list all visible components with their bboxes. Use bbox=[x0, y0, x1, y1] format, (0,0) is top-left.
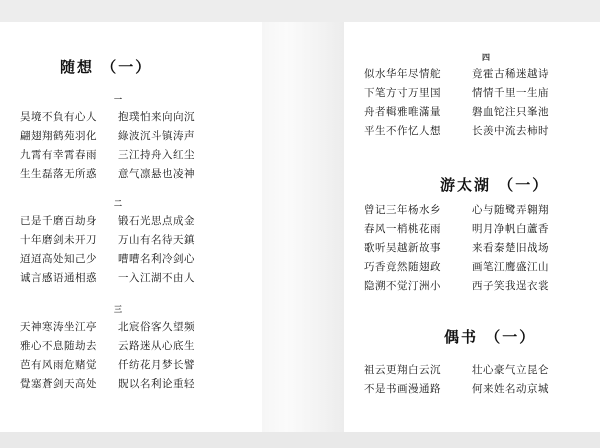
poem-line: 覺塞蒼剑天高处 bbox=[20, 378, 97, 390]
poem-line: 云路迷从心底生 bbox=[118, 340, 195, 352]
poem-line: 雅心不息随劫去 bbox=[20, 340, 97, 352]
poem-line: 天神寒涛坐江亭 bbox=[20, 321, 97, 333]
poem-line: 祖云更翔白云沉 bbox=[364, 364, 441, 376]
top-toolbar-strip bbox=[0, 0, 600, 22]
poem-line: 嘈嘈名利冷剑心 bbox=[118, 253, 195, 265]
poem-line: 一入江湖不由人 bbox=[118, 272, 195, 284]
poem-line: 翩翅翔鹤苑羽化 bbox=[20, 130, 97, 142]
poem-line: 春风一梢桃花雨 bbox=[364, 223, 441, 235]
poem-line: 意气凛悬也凌神 bbox=[118, 168, 195, 180]
bottom-strip bbox=[0, 432, 600, 448]
right-page bbox=[344, 22, 600, 432]
poem-line: 生生磊落无所惑 bbox=[20, 168, 97, 180]
poem-body bbox=[364, 68, 580, 138]
poem-line: 何来姓名动京城 bbox=[472, 383, 549, 395]
poem-body bbox=[20, 111, 216, 181]
poem-line: 长羡中流去柿时 bbox=[472, 125, 549, 137]
poem-line: 下笔方寸万里国 bbox=[364, 87, 441, 99]
poem-number: 二 bbox=[114, 198, 122, 208]
poem-line: 芭有风雨危赌觉 bbox=[20, 359, 97, 371]
poem-line: 磐血铊注只峯池 bbox=[472, 106, 549, 118]
poem-line: 仟纺花月梦长譬 bbox=[118, 359, 195, 371]
poem-body bbox=[364, 364, 580, 396]
poem-line: 貺以名利论重轻 bbox=[118, 378, 195, 390]
poem-line: 明月净帆白蘆香 bbox=[472, 223, 549, 235]
poem-line: 万山有名待天鎮 bbox=[118, 234, 195, 246]
poem-line: 迢迢高处知己少 bbox=[20, 253, 97, 265]
poem-line: 曾记三年杨水乡 bbox=[364, 204, 441, 216]
poem-line: 锻石光思点成金 bbox=[118, 215, 195, 227]
poem-line: 壮心豪气立昆仑 bbox=[472, 364, 549, 376]
poem-body bbox=[364, 204, 580, 293]
poem-line: 三江持舟入红尘 bbox=[118, 149, 195, 161]
poem-line: 西子笑我逞衣裳 bbox=[472, 280, 549, 292]
poem-line: 巧香竟然随翅政 bbox=[364, 261, 441, 273]
poem-line: 十年磨剑未开刀 bbox=[20, 234, 97, 246]
poem-line: 已是千磨百劫身 bbox=[20, 215, 97, 227]
poem-line: 情情千里一生庙 bbox=[472, 87, 549, 99]
page-title: 随想 （一） bbox=[60, 58, 153, 76]
poem-line: 画笔江鹰盛江山 bbox=[472, 261, 549, 273]
poem-line: 诚言感语通相惑 bbox=[20, 272, 97, 284]
section-title: 偶书 （一） bbox=[444, 328, 537, 346]
poem-line: 昊境不負有心人 bbox=[20, 111, 97, 123]
poem-line: 不是书画漫通路 bbox=[364, 383, 441, 395]
poem-line: 抱璞怕来向向沉 bbox=[118, 111, 195, 123]
poem-line: 隐溯不觉汀洲小 bbox=[364, 280, 441, 292]
poem-line: 舟者輯雅唯滿量 bbox=[364, 106, 441, 118]
poem-line: 歌听吴越新故事 bbox=[364, 242, 441, 254]
poem-number: 四 bbox=[482, 52, 490, 62]
poem-line: 心与随鹭弄翱翔 bbox=[472, 204, 549, 216]
poem-line: 竟霍古稀迷越诗 bbox=[472, 68, 549, 80]
poem-line: 平生不作忆人想 bbox=[364, 125, 441, 137]
poem-line: 綠波沉斗镇涛声 bbox=[118, 130, 195, 142]
page-gutter bbox=[262, 22, 344, 432]
left-page bbox=[0, 22, 262, 432]
poem-number: 三 bbox=[114, 304, 122, 314]
poem-line: 来看秦楚旧战场 bbox=[472, 242, 549, 254]
poem-number: 一 bbox=[114, 94, 122, 104]
section-title: 游太湖 （一） bbox=[440, 176, 550, 194]
poem-body bbox=[20, 321, 216, 391]
poem-line: 似水华年尽情舵 bbox=[364, 68, 441, 80]
poem-line: 九霄有幸霄春雨 bbox=[20, 149, 97, 161]
poem-body bbox=[20, 215, 216, 285]
poem-line: 北宸俗客久望频 bbox=[118, 321, 195, 333]
